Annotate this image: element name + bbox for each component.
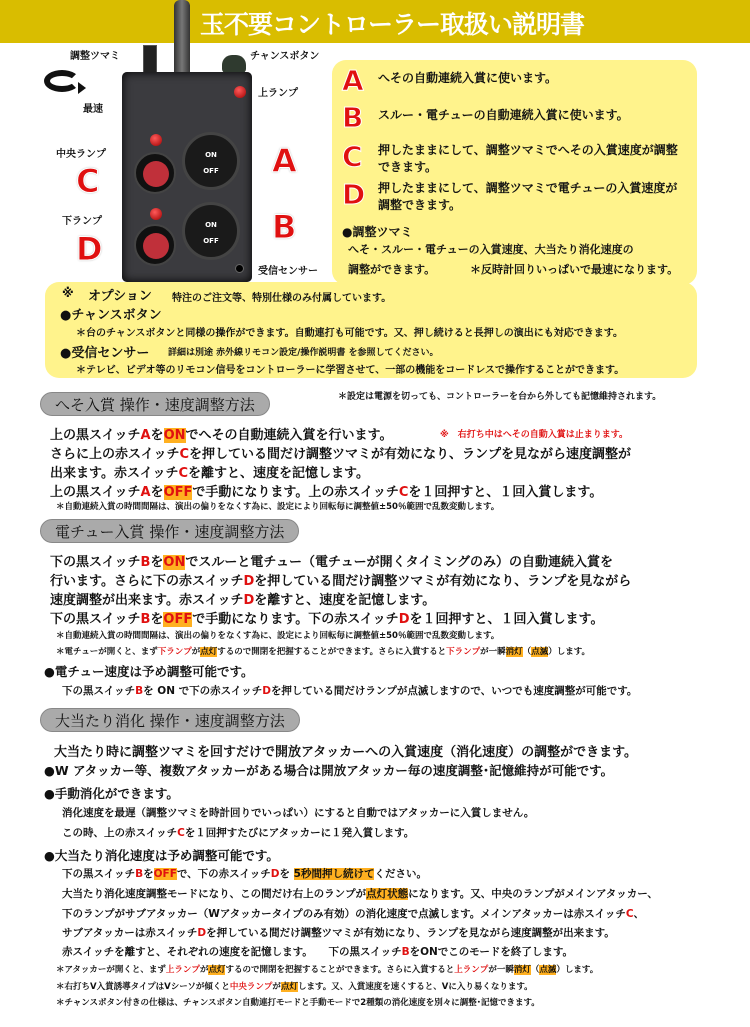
receiver-label: 受信センサー	[258, 266, 318, 277]
letter-a-label: A	[272, 142, 297, 180]
letter-c-label: C	[76, 162, 100, 200]
options-subtitle: 特注のご注文等、特別仕様のみ付属しています。	[172, 293, 392, 304]
oatari-bullet-1: ●W アタッカー等、複数アタッカーがある場合は開放アタッカー毎の速度調整･記憶維持が可能です。	[44, 763, 614, 778]
denchu-note-2: ＊電チューが開くと、まず下ランプが点灯するので開閉を把握することができます。さらに入賞すると下ランプが一瞬消灯（点滅）します。	[56, 647, 591, 657]
denchu-line-2: 行います。さらに下の赤スイッチDを押している間だけ調整ツマミが有効になり、ランプを見ながら	[50, 574, 632, 589]
chance-button-label: チャンスボタン	[250, 51, 320, 62]
legend-item-a: A へその自動連続入賞に使います。	[342, 64, 558, 97]
chance-title: ●チャンスボタン	[60, 308, 162, 323]
denchu-bullet-desc: 下の黒スイッチBを ON で下の赤スイッチDを押している間だけランプが点滅しますので、いつでも速度調整が可能です。	[62, 685, 638, 697]
oatari-preset-4: サブアタッカーは赤スイッチDを押している間だけ調整ツマミが有効になり、ランプを見ながら速度調整が出来ます。	[62, 927, 615, 939]
heso-note: ＊自動連続入賞の時間間隔は、演出の偏りをなくす為に、設定により回転毎に調整値±50％範囲で乱数変動します。	[56, 502, 500, 512]
knob-info-line2: 調整ができます。	[348, 263, 436, 276]
top-lamp-label: 上ランプ	[258, 88, 298, 99]
fastest-label: 最速	[83, 104, 103, 115]
oatari-manual-1: 消化速度を最遅（調整ツマミを時計回りでいっぱい）にすると自動ではアタッカーに入賞しません。	[62, 807, 535, 819]
options-title: オプション	[88, 289, 152, 304]
chance-button-image	[222, 55, 246, 73]
center-lamp-label: 中央ランプ	[56, 149, 106, 160]
page-title: 玉不要コントローラー取扱い説明書	[200, 10, 585, 39]
denchu-line-1: 下の黒スイッチBをONでスルーと電チュー（電チューが開くタイミングのみ）の自動連続入賞を	[50, 555, 614, 570]
section-oatari-heading: 大当たり消化 操作・速度調整方法	[40, 708, 300, 732]
center-lamp-icon	[150, 134, 162, 146]
bottom-lamp-label: 下ランプ	[62, 216, 102, 227]
heso-line-4: 上の黒スイッチAをOFFで手動になります。上の赤スイッチCを１回押すと、１回入賞します。	[50, 485, 603, 500]
section-denchu-heading: 電チュー入賞 操作・速度調整方法	[40, 519, 299, 543]
oatari-preset-5: 赤スイッチを離すと、それぞれの速度を記憶します。 下の黒スイッチBをONでこのモードを終了します。	[62, 946, 574, 958]
receiver-sensor-icon	[235, 264, 244, 273]
controller-device-image	[122, 72, 252, 282]
denchu-line-4: 下の黒スイッチBをOFFで手動になります。下の赤スイッチDを１回押すと、１回入賞します。	[50, 612, 604, 627]
heso-red-note: ※ 右打ち中はへその自動入賞は止まります。	[440, 430, 629, 440]
knob-label: 調整ツマミ	[70, 51, 120, 62]
sensor-title: ●受信センサー	[60, 346, 150, 361]
heso-line-2: さらに上の赤スイッチCを押している間だけ調整ツマミが有効になり、ランプを見ながら速度調整が	[50, 447, 632, 462]
legend-item-c: C 押したままにして、調整ツマミでへその入賞速度が調整できます。	[342, 140, 678, 174]
chance-desc: ＊台のチャンスボタンと同様の操作ができます。自動連打も可能です。又、押し続けると長押しの演出にも対応できます。	[76, 328, 623, 339]
sensor-ref: 詳細は別途 赤外線リモコン設定/操作説明書 を参照してください。	[168, 348, 439, 358]
denchu-bullet: ●電チュー速度は予め調整可能です。	[44, 664, 254, 679]
oatari-preset-3: 下のランプがサブアタッカー（Wアタッカータイプのみ有効）の消化速度で点滅します。メインアタッカーは赤スイッチC、	[62, 908, 645, 920]
sensor-desc: ＊テレビ、ビデオ等のリモコン信号をコントローラーに学習させて、一部の機能をコードレスで操作することができます。	[76, 365, 625, 376]
knob-image	[143, 45, 157, 75]
heso-line-1: 上の黒スイッチAをONでへその自動連続入賞を行います。	[50, 428, 393, 443]
top-lamp-icon	[234, 86, 246, 98]
rotate-arrow-icon	[44, 70, 80, 92]
black-switch-b-icon: ON OFF	[182, 202, 240, 260]
heso-line-3: 出来ます。赤スイッチCを離すと、速度を記憶します。	[50, 466, 369, 481]
oatari-bullet-3: ●大当たり消化速度は予め調整可能です。	[44, 848, 279, 863]
denchu-line-3: 速度調整が出来ます。赤スイッチDを離すと、速度を記憶します。	[50, 593, 436, 608]
oatari-manual-2: この時、上の赤スイッチCを１回押すたびにアタッカーに１発入賞します。	[62, 827, 415, 839]
oatari-note-1: ＊アタッカーが開くと、まず上ランプが点灯するので開閉を把握することができます。さらに入賞すると上ランプが一瞬消灯（点滅）します。	[56, 965, 599, 975]
letter-b-label: B	[272, 208, 297, 246]
knob-info-title: ●調整ツマミ	[342, 225, 413, 239]
letter-d-label: D	[76, 230, 103, 268]
arrow-head-icon	[78, 82, 86, 94]
black-switch-a-icon: ON OFF	[182, 132, 240, 190]
denchu-note-1: ＊自動連続入賞の時間間隔は、演出の偏りをなくす為に、設定により回転毎に調整値±50％範囲で乱数変動します。	[56, 631, 500, 641]
legend-item-b: B スルー・電チューの自動連続入賞に使います。	[342, 101, 629, 134]
legend-item-d: D 押したままにして、調整ツマミで電チューの入賞速度が調整できます。	[342, 178, 678, 212]
section-heso-heading: へそ入賞 操作・速度調整方法	[40, 392, 270, 416]
oatari-bullet-2: ●手動消化ができます。	[44, 786, 179, 801]
oatari-note-3: ＊チャンスボタン付きの仕様は、チャンスボタン自動連打モードと手動モードで2種類の消化速度を別々に調整･記憶できます。	[56, 998, 540, 1008]
oatari-intro: 大当たり時に調整ツマミを回すだけで開放アタッカーへの入賞速度（消化速度）の調整ができます。	[54, 745, 638, 760]
memory-note: ＊設定は電源を切っても、コントローラーを台から外しても記憶維持されます。	[338, 392, 662, 402]
oatari-preset-1: 下の黒スイッチBをOFFで、下の赤スイッチDを 5秒間押し続けてください。	[62, 868, 427, 880]
options-mark: ※	[62, 286, 74, 300]
knob-info-line1: へそ・スルー・電チューの入賞速度、大当たり消化速度の	[348, 243, 634, 256]
red-switch-d-icon	[134, 224, 176, 266]
knob-info-note: ＊反時計回りいっぱいで最速になります。	[470, 263, 679, 276]
bottom-lamp-icon	[150, 208, 162, 220]
oatari-preset-2: 大当たり消化速度調整モードになり、この間だけ右上のランプが点灯状態になります。又、中央のランプがメインアタッカー、	[62, 888, 658, 900]
red-switch-c-icon	[134, 152, 176, 194]
oatari-note-2: ＊右打ちV入賞誘導タイプはVシーソが傾くと中央ランプが点灯します。又、入賞速度を速くすると、Vに入り易くなります。	[56, 982, 533, 992]
